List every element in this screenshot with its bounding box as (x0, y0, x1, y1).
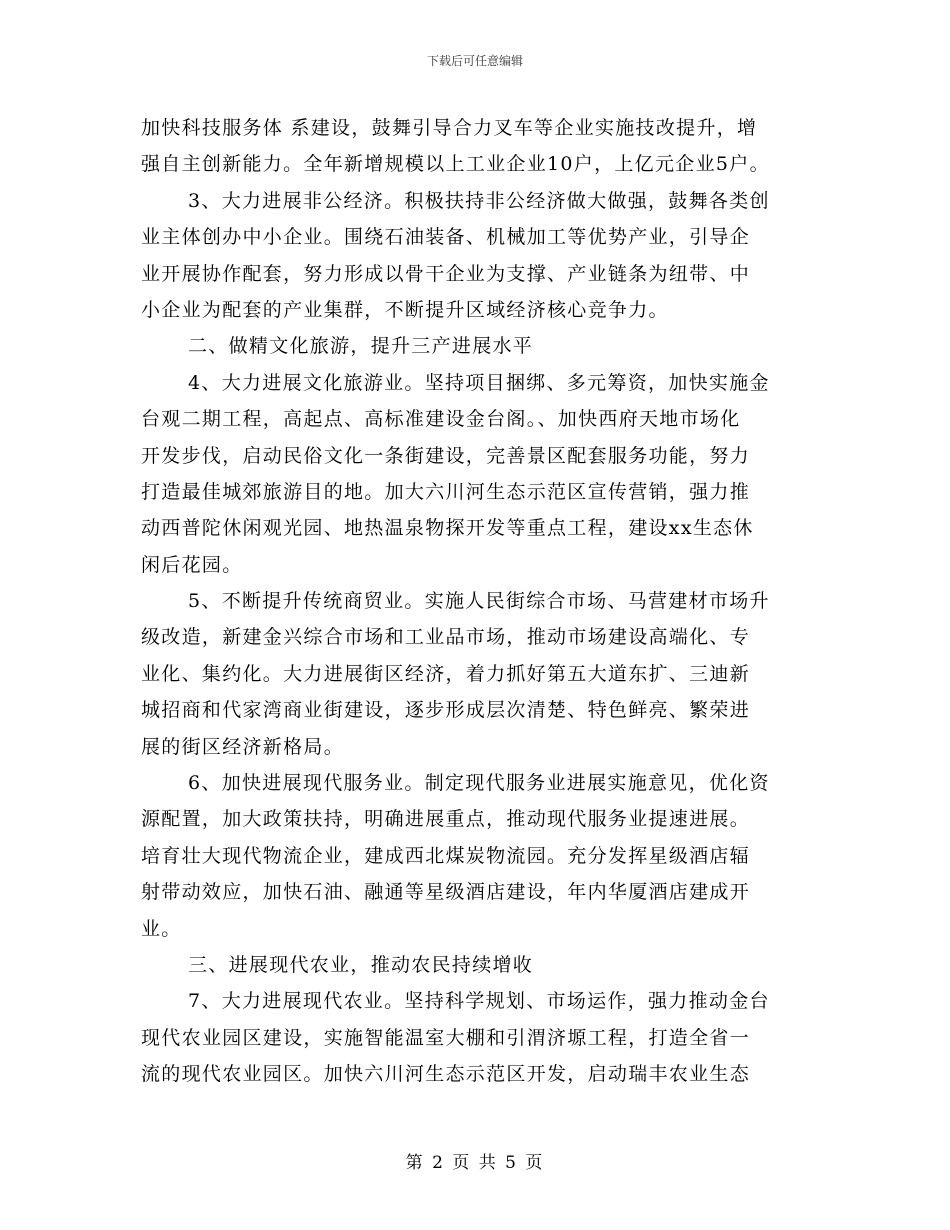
paragraph-line: 业主体创办中小企业。围绕石油装备、机械加工等优势产业，引导企 (141, 226, 751, 249)
page-number: 第 2 页 共 5 页 (405, 1153, 545, 1173)
paragraph-line: 展的街区经济新格局。 (141, 735, 345, 758)
paragraph-first-line: 7、大力进展现代农业。坚持科学规划、市场运作，强力推动金台 (188, 990, 770, 1013)
paragraph-line: 动西普陀休闲观光园、地热温泉物探开发等重点工程，建设xx生态休 (141, 517, 754, 540)
paragraph-line: 业化、集约化。大力进展街区经济，着力抓好第五大道东扩、三迪新 (141, 662, 751, 685)
paragraph-first-line: 3、大力进展非公经济。积极扶持非公经济做大做强，鼓舞各类创 (188, 189, 770, 212)
paragraph-line: 级改造，新建金兴综合市场和工业品市场，推动市场建设高端化、专 (141, 626, 751, 649)
paragraph-line: 开发步伐，启动民俗文化一条街建设，完善景区配套服务功能，努力 (141, 444, 751, 467)
paragraph-line: 现代农业园区建设，实施智能温室大棚和引渭济塬工程，打造全省一 (141, 1026, 751, 1049)
paragraph-line: 加快科技服务体 系建设，鼓舞引导合力叉车等企业实施技改提升，增 (141, 117, 758, 139)
paragraph-first-line: 二、做精文化旅游，提升三产进展水平 (188, 335, 534, 358)
page-header: 下载后可任意编辑 (426, 54, 523, 68)
paragraph-line: 业。 (141, 917, 182, 940)
paragraph-first-line: 5、不断提升传统商贸业。实施人民街综合市场、马营建材市场升 (188, 590, 770, 613)
paragraph-line: 业开展协作配套，努力形成以骨干企业为支撑、产业链条为纽带、中 (141, 262, 751, 285)
paragraph-line: 强自主创新能力。全年新增规模以上工业企业10户，上亿元企业5户。 (141, 153, 770, 176)
paragraph-line: 射带动效应，加快石油、融通等星级酒店建设，年内华厦酒店建成开 (141, 881, 751, 904)
paragraph-line: 小企业为配套的产业集群，不断提升区域经济核心竞争力。 (141, 298, 669, 321)
paragraph-first-line: 6、加快进展现代服务业。制定现代服务业进展实施意见，优化资 (188, 772, 770, 795)
paragraph-first-line: 4、大力进展文化旅游业。坚持项目捆绑、多元筹资，加快实施金 (188, 371, 770, 394)
paragraph-first-line: 三、进展现代农业，推动农民持续增收 (188, 953, 534, 976)
paragraph-line: 流的现代农业园区。加快六川河生态示范区开发，启动瑞丰农业生态 (141, 1063, 751, 1086)
paragraph-line: 台观二期工程，高起点、高标准建设金台阁。、加快西府天地市场化 (141, 408, 741, 431)
paragraph-line: 打造最佳城郊旅游目的地。加大六川河生态示范区宣传营销，强力推 (141, 480, 751, 503)
document-body (141, 110, 813, 1093)
paragraph-line: 城招商和代家湾商业街建设，逐步形成层次清楚、特色鲜亮、繁荣进 (141, 699, 751, 722)
paragraph-line: 培育壮大现代物流企业，建成西北煤炭物流园。充分发挥星级酒店辐 (141, 844, 751, 867)
paragraph-line: 源配置，加大政策扶持，明确进展重点，推动现代服务业提速进展。 (141, 808, 751, 831)
paragraph-line: 闲后花园。 (141, 553, 243, 576)
